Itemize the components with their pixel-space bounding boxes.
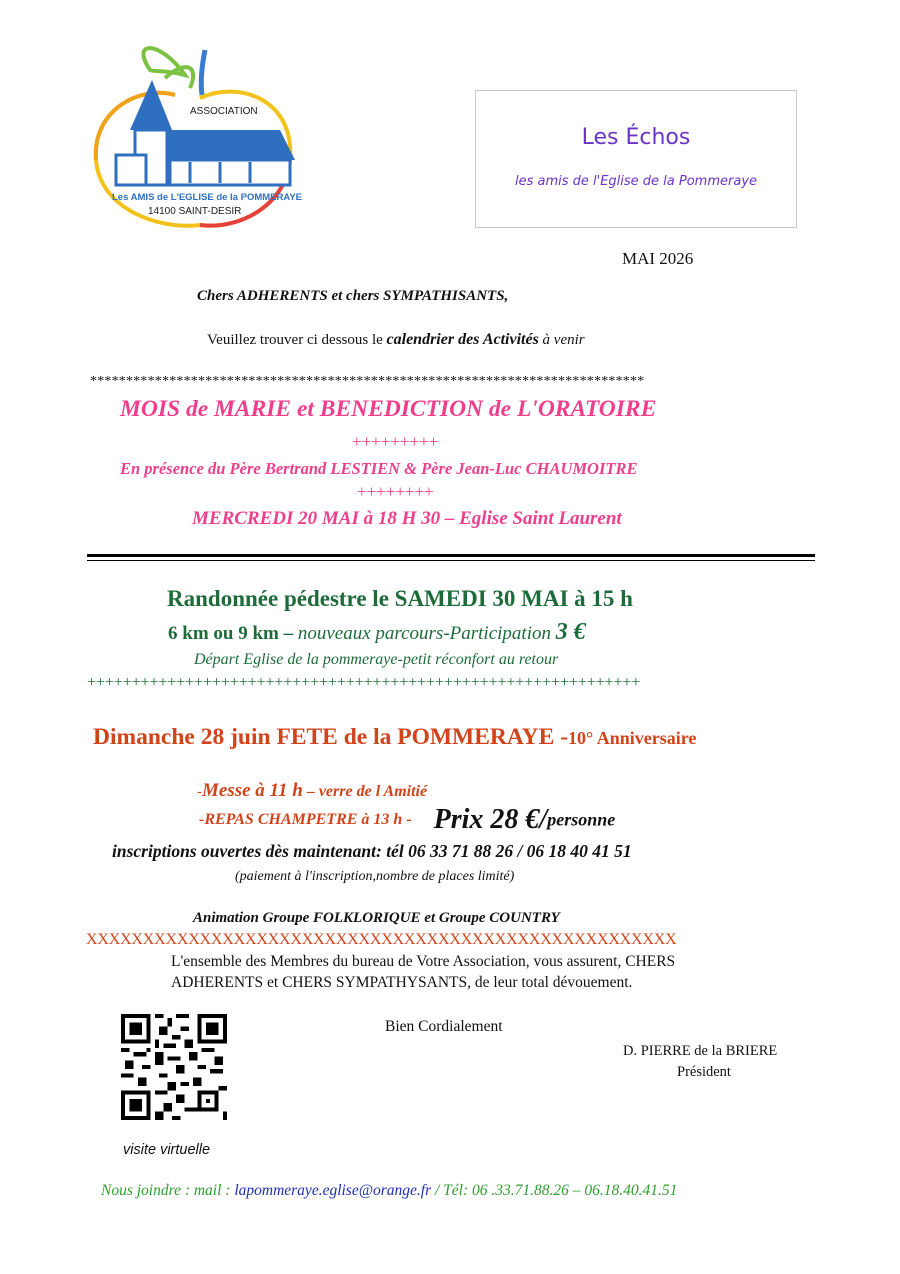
double-rule-top [87,554,815,557]
intro-highlight: calendrier des Activités [386,331,539,348]
qr-caption: visite virtuelle [123,1142,211,1158]
event3-inscriptions: inscriptions ouvertes dès maintenant: tél 06 33 71 88 26 / 06 18 40 41 51 [112,841,632,861]
issue-date: MAI 2026 [622,249,694,268]
closing-line-1: L'ensemble des Membres du bureau de Votre Association, vous assurent, CHERS [171,953,676,970]
church-apple-icon [90,40,302,232]
event1-title: MOIS de MARIE et BENEDICTION de L'ORATOIRE [120,396,657,422]
intro-line [207,331,585,349]
footer-phone: / Tél: 06 .33.71.88.26 – 06.18.40.41.51 [431,1182,678,1199]
signature-role: Président [677,1064,731,1080]
greeting: Chers ADHERENTS et chers SYMPATHISANTS, [197,288,509,304]
signature-name: D. PIERRE de la BRIERE [623,1043,778,1059]
event3-prix-suffix: personne [547,809,616,830]
event3-messe-dash: - [197,784,202,800]
event3-messe-suffix: – verre de l Amitié [302,783,428,800]
closing-line-2: ADHERENTS et CHERS SYMPATHYSANTS, de leur total dévouement. [171,974,633,991]
stars-separator: ***************************************************************************** [90,374,645,389]
event1-plus-line-2: ++++++++ [357,482,434,501]
footer-email-link[interactable]: lapommeraye.eglise@orange.fr [234,1182,432,1199]
event3-title-line [93,724,696,751]
event2-title: Randonnée pédestre le SAMEDI 30 MAI à 15 h [167,586,633,611]
newsletter-title-box [475,90,797,228]
event2-plus-line: ++++++++++++++++++++++++++++++++++++++++++++++++++++++++++++++ [87,674,641,691]
event3-messe: Messe à 11 h [202,780,303,801]
event3-anniversary: 10° Anniversaire [568,728,697,748]
association-logo [90,40,302,232]
newsletter-subtitle: les amis de l'Eglise de la Pommeraye [514,174,758,189]
logo-association-label: ASSOCIATION [190,106,258,117]
event3-title: Dimanche 28 juin FETE de la POMMERAYE - [93,724,569,750]
event3-messe-line [197,780,427,802]
footer-contact [101,1182,677,1200]
event3-animation: Animation Groupe FOLKLORIQUE et Groupe COUNTRY [193,910,560,926]
event3-paiement: (paiement à l'inscription,nombre de places limité) [235,869,515,884]
intro-prefix: Veuillez trouver ci dessous le [207,332,387,348]
intro-suffix: à venir [538,332,585,348]
footer-prefix: Nous joindre : mail : [101,1182,235,1199]
event2-parcours: nouveaux parcours- [293,623,450,644]
event3-repas-line [199,804,615,836]
closing-cordialement: Bien Cordialement [385,1018,503,1035]
event1-plus-line-1: +++++++++ [352,432,439,451]
event1-presence: En présence du Père Bertrand LESTIEN & Père Jean-Luc CHAUMOITRE [120,459,638,478]
event3-repas: -REPAS CHAMPETRE à 13 h - [199,811,412,828]
event2-distance: 6 km ou 9 km – [168,623,294,644]
event2-details [168,619,586,646]
event2-depart: Départ Eglise de la pommeraye-petit réconfort au retour [194,651,559,668]
logo-association-name: Les AMIS de L'EGLISE de la POMMERAYE [112,192,303,203]
newsletter-title: Les Échos [581,125,691,150]
double-rule-bottom [87,560,815,561]
event2-price: 3 € [555,619,586,645]
event2-participation: Participation [449,623,556,644]
event1-when: MERCREDI 20 MAI à 18 H 30 – Eglise Saint Laurent [192,508,622,529]
event3-prix: Prix 28 €/ [433,804,548,835]
qr-code-icon[interactable] [121,1014,227,1120]
logo-city: 14100 SAINT-DESIR [148,206,242,217]
event3-x-line: XXXXXXXXXXXXXXXXXXXXXXXXXXXXXXXXXXXXXXXXXXXXXXXXXXXX [86,931,677,948]
